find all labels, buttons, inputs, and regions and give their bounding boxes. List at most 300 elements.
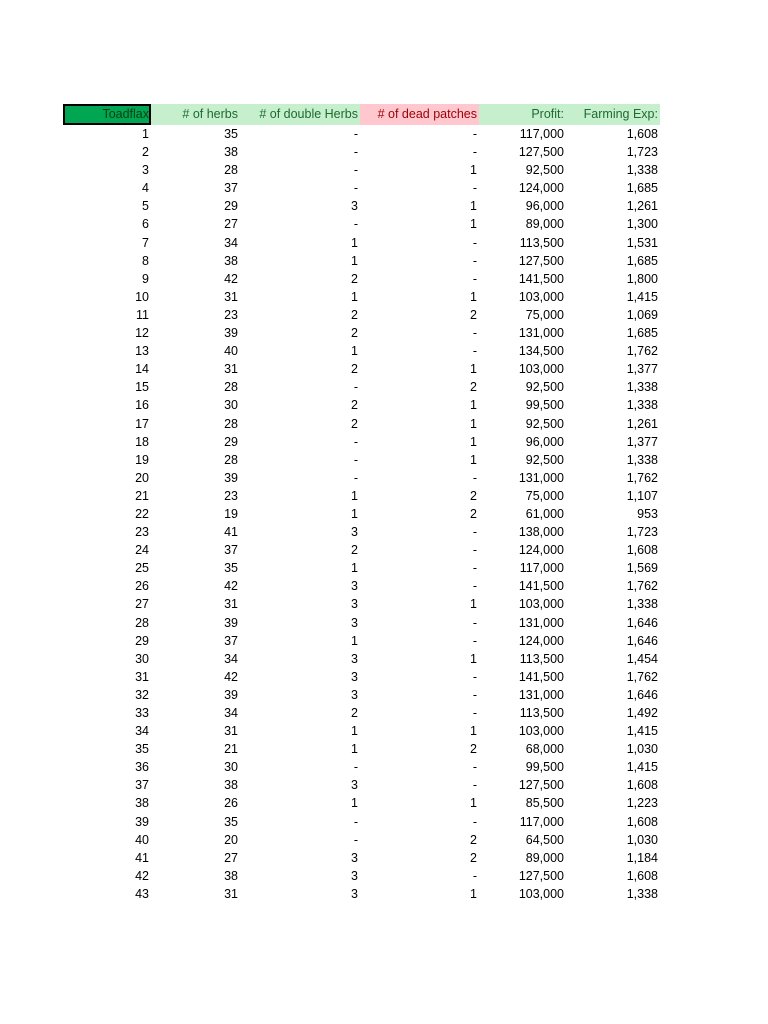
table-row (63, 396, 660, 414)
herbs-cell[interactable]: 38 (224, 868, 238, 883)
herbs-cell[interactable]: 40 (224, 344, 238, 359)
herbs-cell[interactable]: 37 (224, 543, 238, 558)
farming-exp-cell[interactable]: 1,415 (626, 289, 658, 304)
run-number-cell[interactable]: 41 (135, 850, 149, 865)
run-number-cell[interactable]: 7 (142, 235, 149, 250)
table-row (63, 234, 660, 252)
farming-exp-cell[interactable]: 1,223 (626, 796, 658, 811)
table-row (63, 415, 660, 433)
profit-cell[interactable]: 103,000 (518, 597, 564, 612)
profit-cell[interactable]: 103,000 (518, 289, 564, 304)
dead-patches-cell[interactable]: 1 (470, 724, 477, 739)
run-number-cell[interactable]: 28 (135, 615, 149, 630)
table-row (63, 270, 660, 288)
table-row (63, 668, 660, 686)
run-number-cell[interactable]: 4 (142, 181, 149, 196)
double-herbs-cell[interactable]: 1 (351, 796, 358, 811)
herbs-cell[interactable]: 35 (224, 561, 238, 576)
table-row (63, 559, 660, 577)
run-number-cell[interactable]: 5 (142, 199, 149, 214)
table-row (63, 704, 660, 722)
dead-patches-cell[interactable]: - (472, 814, 477, 829)
dead-patches-cell[interactable]: - (472, 181, 477, 196)
profit-cell[interactable]: 131,000 (518, 470, 564, 485)
profit-cell[interactable]: 127,500 (518, 868, 564, 883)
double-herbs-cell[interactable]: 1 (351, 633, 358, 648)
farming-exp-cell[interactable]: 1,107 (626, 488, 658, 503)
run-number-cell[interactable]: 31 (135, 669, 149, 684)
profit-cell[interactable]: 127,500 (518, 145, 564, 160)
dead-patches-cell[interactable]: - (472, 271, 477, 286)
herbs-cell[interactable]: 26 (224, 796, 238, 811)
dead-patches-cell[interactable]: - (472, 579, 477, 594)
herbs-cell[interactable]: 42 (224, 579, 238, 594)
profit-cell[interactable]: 89,000 (525, 850, 564, 865)
farming-exp-cell[interactable]: 1,569 (626, 561, 658, 576)
dead-patches-cell[interactable]: 1 (470, 199, 477, 214)
run-number-cell[interactable]: 37 (135, 778, 149, 793)
farming-exp-cell[interactable]: 1,069 (626, 307, 658, 322)
farming-exp-cell[interactable]: 1,531 (626, 235, 658, 250)
herbs-cell[interactable]: 37 (224, 633, 238, 648)
run-number-cell[interactable]: 32 (135, 687, 149, 702)
profit-cell[interactable]: 113,500 (519, 235, 564, 250)
run-number-cell[interactable]: 18 (135, 434, 149, 449)
farming-exp-cell[interactable]: 1,608 (626, 127, 658, 141)
farming-exp-cell[interactable]: 953 (637, 506, 658, 521)
table-row (63, 378, 660, 396)
table-row (63, 342, 660, 360)
double-herbs-cell[interactable]: - (353, 181, 358, 196)
farming-exp-cell[interactable]: 1,723 (626, 525, 658, 540)
herbs-cell[interactable]: 30 (224, 398, 238, 413)
herbs-cell[interactable]: 38 (224, 145, 238, 160)
profit-cell[interactable]: 103,000 (518, 886, 564, 901)
table-row (63, 252, 660, 270)
profit-cell[interactable]: 117,000 (519, 814, 564, 829)
double-herbs-cell[interactable]: - (353, 380, 358, 395)
profit-cell[interactable]: 103,000 (518, 362, 564, 377)
herbs-cell[interactable]: 39 (224, 470, 238, 485)
dead-patches-cell[interactable]: 1 (470, 289, 477, 304)
run-number-cell[interactable]: 36 (135, 760, 149, 775)
run-number-cell[interactable]: 3 (142, 163, 149, 178)
double-herbs-cell[interactable]: 3 (351, 778, 358, 793)
run-number-cell[interactable]: 33 (135, 706, 149, 720)
farming-exp-cell[interactable]: 1,030 (626, 832, 658, 847)
dead-patches-cell[interactable]: 1 (470, 163, 477, 178)
profit-cell[interactable]: 99,500 (525, 760, 564, 775)
run-number-cell[interactable]: 13 (135, 344, 149, 359)
herbs-cell[interactable]: 39 (224, 326, 238, 341)
double-herbs-cell[interactable]: 3 (351, 868, 358, 883)
farming-exp-cell[interactable]: 1,454 (626, 651, 658, 666)
farming-exp-cell[interactable]: 1,338 (626, 380, 658, 395)
farming-exp-cell[interactable]: 1,377 (626, 362, 658, 377)
dead-patches-cell[interactable]: 2 (470, 832, 477, 847)
farming-exp-cell[interactable]: 1,608 (626, 814, 658, 829)
table-row (63, 197, 660, 215)
table-row (63, 125, 660, 143)
profit-cell[interactable]: 124,000 (518, 181, 564, 196)
run-number-cell[interactable]: 10 (135, 289, 149, 304)
table-row (63, 469, 660, 487)
dead-patches-cell[interactable]: - (472, 868, 477, 883)
table-row (63, 577, 660, 595)
profit-cell[interactable]: 103,000 (518, 724, 564, 739)
farming-exp-cell[interactable]: 1,762 (626, 344, 658, 359)
herbs-cell[interactable]: 31 (224, 289, 238, 304)
table-row (63, 776, 660, 794)
farming-exp-cell[interactable]: 1,261 (626, 416, 658, 431)
profit-cell[interactable]: 127,500 (518, 253, 564, 268)
dead-patches-cell[interactable]: 1 (470, 416, 477, 431)
table-row (63, 650, 660, 668)
herbs-cell[interactable]: 39 (224, 615, 238, 630)
dead-patches-cell[interactable]: - (472, 145, 477, 160)
farming-exp-cell[interactable]: 1,685 (626, 253, 658, 268)
dead-patches-cell[interactable]: 1 (470, 452, 477, 467)
profit-cell[interactable]: 96,000 (525, 199, 564, 214)
double-herbs-cell[interactable]: 1 (351, 506, 358, 521)
table-body (63, 125, 660, 903)
dead-patches-cell[interactable]: 2 (470, 742, 477, 757)
profit-cell[interactable]: 64,500 (525, 832, 564, 847)
herbs-cell[interactable]: 34 (224, 706, 238, 720)
farming-exp-cell[interactable]: 1,300 (626, 217, 658, 232)
double-herbs-cell[interactable]: 3 (351, 886, 358, 901)
herbs-cell[interactable]: 38 (224, 253, 238, 268)
double-herbs-cell[interactable]: 2 (351, 543, 358, 558)
run-number-cell[interactable]: 15 (135, 380, 149, 395)
double-herbs-cell[interactable]: - (353, 127, 358, 141)
run-number-cell[interactable]: 19 (135, 452, 149, 467)
double-herbs-cell[interactable]: 2 (351, 307, 358, 322)
profit-cell[interactable]: 141,500 (518, 271, 564, 286)
dead-patches-cell[interactable]: 1 (470, 398, 477, 413)
dead-patches-cell[interactable]: - (472, 615, 477, 630)
herbs-cell[interactable]: 39 (224, 687, 238, 702)
table-row (63, 360, 660, 378)
herbs-cell[interactable]: 31 (224, 362, 238, 377)
herbs-cell[interactable]: 34 (224, 235, 238, 250)
double-herbs-cell[interactable]: 3 (351, 651, 358, 666)
run-number-cell[interactable]: 39 (135, 814, 149, 829)
table-row (63, 215, 660, 233)
farming-exp-cell[interactable]: 1,261 (626, 199, 658, 214)
dead-patches-cell[interactable]: 2 (470, 850, 477, 865)
dead-patches-cell[interactable]: - (472, 778, 477, 793)
run-number-cell[interactable]: 6 (142, 217, 149, 232)
run-number-cell[interactable]: 23 (135, 525, 149, 540)
table-row (63, 541, 660, 559)
farming-exp-cell[interactable]: 1,646 (626, 633, 658, 648)
dead-patches-cell[interactable]: 1 (470, 651, 477, 666)
farming-exp-cell[interactable]: 1,762 (626, 669, 658, 684)
farming-exp-cell[interactable]: 1,415 (626, 724, 658, 739)
profit-cell[interactable]: 124,000 (518, 633, 564, 648)
run-number-cell[interactable]: 21 (135, 488, 149, 503)
double-herbs-cell[interactable]: 3 (351, 199, 358, 214)
dead-patches-cell[interactable]: - (472, 470, 477, 485)
double-herbs-cell[interactable]: 3 (351, 687, 358, 702)
run-number-cell[interactable]: 12 (135, 326, 149, 341)
dead-patches-cell[interactable]: 1 (470, 434, 477, 449)
profit-cell[interactable]: 75,000 (525, 307, 564, 322)
run-number-cell[interactable]: 35 (135, 742, 149, 757)
profit-cell[interactable]: 92,500 (525, 416, 564, 431)
table-row (63, 614, 660, 632)
profit-cell[interactable]: 99,500 (525, 398, 564, 413)
table-row (63, 143, 660, 161)
double-herbs-cell[interactable]: 3 (351, 669, 358, 684)
farming-exp-cell[interactable]: 1,762 (626, 470, 658, 485)
dead-patches-cell[interactable]: - (472, 543, 477, 558)
herbs-cell[interactable]: 28 (224, 380, 238, 395)
dead-patches-cell[interactable]: - (472, 253, 477, 268)
profit-cell[interactable]: 141,500 (518, 579, 564, 594)
profit-cell[interactable]: 124,000 (518, 543, 564, 558)
double-herbs-cell[interactable]: 1 (351, 235, 358, 250)
herbs-cell[interactable]: 41 (224, 525, 238, 540)
profit-cell[interactable]: 131,000 (518, 615, 564, 630)
herbs-cell[interactable]: 20 (224, 832, 238, 847)
farming-exp-cell[interactable]: 1,338 (626, 398, 658, 413)
herbs-cell[interactable]: 30 (224, 760, 238, 775)
table-row (63, 595, 660, 613)
run-number-cell[interactable]: 14 (135, 362, 149, 377)
farming-exp-cell[interactable]: 1,338 (626, 886, 658, 901)
double-herbs-cell[interactable]: 1 (351, 289, 358, 304)
dead-patches-cell[interactable]: 2 (470, 380, 477, 395)
herbs-cell[interactable]: 34 (224, 651, 238, 666)
header-toadflax[interactable]: Toadflax (63, 104, 151, 125)
table-row (63, 831, 660, 849)
run-number-cell[interactable]: 42 (135, 868, 149, 883)
farming-exp-cell[interactable]: 1,723 (626, 145, 658, 160)
herbs-cell[interactable]: 31 (224, 724, 238, 739)
farming-exp-cell[interactable]: 1,338 (626, 597, 658, 612)
herbs-cell[interactable]: 31 (224, 886, 238, 901)
table-row (63, 433, 660, 451)
herbs-cell[interactable]: 28 (224, 452, 238, 467)
double-herbs-cell[interactable]: - (353, 760, 358, 775)
farming-exp-cell[interactable]: 1,415 (626, 760, 658, 775)
run-number-cell[interactable]: 43 (135, 886, 149, 901)
dead-patches-cell[interactable]: - (472, 127, 477, 141)
farming-exp-cell[interactable]: 1,685 (626, 326, 658, 341)
dead-patches-cell[interactable]: - (472, 760, 477, 775)
dead-patches-cell[interactable]: - (472, 344, 477, 359)
dead-patches-cell[interactable]: 2 (470, 506, 477, 521)
herb-run-table (63, 104, 660, 903)
dead-patches-cell[interactable]: 2 (470, 307, 477, 322)
farming-exp-cell[interactable]: 1,608 (626, 778, 658, 793)
dead-patches-cell[interactable]: 2 (470, 488, 477, 503)
herbs-cell[interactable]: 28 (224, 416, 238, 431)
table-row (63, 632, 660, 650)
profit-cell[interactable]: 113,500 (519, 706, 564, 720)
double-herbs-cell[interactable]: - (353, 434, 358, 449)
profit-cell[interactable]: 134,500 (518, 344, 564, 359)
table-row (63, 686, 660, 704)
table-row (63, 306, 660, 324)
farming-exp-cell[interactable]: 1,800 (626, 271, 658, 286)
dead-patches-cell[interactable]: 1 (470, 886, 477, 901)
double-herbs-cell[interactable]: 1 (351, 344, 358, 359)
run-number-cell[interactable]: 22 (135, 506, 149, 521)
double-herbs-cell[interactable]: 1 (351, 253, 358, 268)
farming-exp-cell[interactable]: 1,762 (626, 579, 658, 594)
herbs-cell[interactable]: 38 (224, 778, 238, 793)
double-herbs-cell[interactable]: 1 (351, 561, 358, 576)
dead-patches-cell[interactable]: - (472, 525, 477, 540)
double-herbs-cell[interactable]: 2 (351, 398, 358, 413)
herbs-cell[interactable]: 37 (224, 181, 238, 196)
profit-cell[interactable]: 117,000 (519, 127, 564, 141)
run-number-cell[interactable]: 29 (135, 633, 149, 648)
profit-cell[interactable]: 141,500 (518, 669, 564, 684)
run-number-cell[interactable]: 40 (135, 832, 149, 847)
run-number-cell[interactable]: 34 (135, 724, 149, 739)
table-row (63, 179, 660, 197)
run-number-cell[interactable]: 1 (142, 127, 149, 141)
run-number-cell[interactable]: 8 (142, 253, 149, 268)
double-herbs-cell[interactable]: - (353, 163, 358, 178)
profit-cell[interactable]: 68,000 (525, 742, 564, 757)
dead-patches-cell[interactable]: - (472, 706, 477, 720)
run-number-cell[interactable]: 11 (136, 307, 149, 322)
profit-cell[interactable]: 92,500 (525, 380, 564, 395)
farming-exp-cell[interactable]: 1,184 (626, 850, 658, 865)
profit-cell[interactable]: 113,500 (519, 651, 564, 666)
herbs-cell[interactable]: 21 (224, 742, 238, 757)
herbs-cell[interactable]: 23 (224, 488, 238, 503)
run-number-cell[interactable]: 16 (135, 398, 149, 413)
double-herbs-cell[interactable]: 3 (351, 525, 358, 540)
run-number-cell[interactable]: 27 (135, 597, 149, 612)
herbs-cell[interactable]: 19 (224, 506, 238, 521)
double-herbs-cell[interactable]: 2 (351, 271, 358, 286)
farming-exp-cell[interactable]: 1,685 (626, 181, 658, 196)
farming-exp-cell[interactable]: 1,338 (626, 163, 658, 178)
farming-exp-cell[interactable]: 1,646 (626, 687, 658, 702)
herbs-cell[interactable]: 29 (224, 434, 238, 449)
table-row (63, 867, 660, 885)
table-row (63, 849, 660, 867)
herbs-cell[interactable]: 31 (224, 597, 238, 612)
profit-cell[interactable]: 117,000 (519, 561, 564, 576)
herbs-cell[interactable]: 35 (224, 127, 238, 141)
double-herbs-cell[interactable]: 3 (351, 615, 358, 630)
profit-cell[interactable]: 75,000 (525, 488, 564, 503)
double-herbs-cell[interactable]: 2 (351, 326, 358, 341)
header-dead-patches[interactable]: # of dead patches (360, 104, 479, 125)
herbs-cell[interactable]: 23 (224, 307, 238, 322)
dead-patches-cell[interactable]: 1 (470, 597, 477, 612)
dead-patches-cell[interactable]: - (472, 561, 477, 576)
profit-cell[interactable]: 61,000 (525, 506, 564, 521)
farming-exp-cell[interactable]: 1,608 (626, 543, 658, 558)
header-double-herbs[interactable]: # of double Herbs (240, 104, 360, 125)
dead-patches-cell[interactable]: 1 (470, 362, 477, 377)
double-herbs-cell[interactable]: - (353, 470, 358, 485)
table-row (63, 885, 660, 903)
run-number-cell[interactable]: 24 (135, 543, 149, 558)
dead-patches-cell[interactable]: - (472, 687, 477, 702)
herbs-cell[interactable]: 29 (224, 199, 238, 214)
herbs-cell[interactable]: 42 (224, 669, 238, 684)
double-herbs-cell[interactable]: 1 (351, 488, 358, 503)
dead-patches-cell[interactable]: - (472, 633, 477, 648)
run-number-cell[interactable]: 30 (135, 651, 149, 666)
double-herbs-cell[interactable]: 2 (351, 706, 358, 720)
double-herbs-cell[interactable]: - (353, 145, 358, 160)
profit-cell[interactable]: 92,500 (525, 163, 564, 178)
run-number-cell[interactable]: 17 (135, 416, 149, 431)
double-herbs-cell[interactable]: 2 (351, 416, 358, 431)
header-profit[interactable]: Profit: (479, 104, 566, 125)
profit-cell[interactable]: 131,000 (518, 326, 564, 341)
herbs-cell[interactable]: 27 (224, 850, 238, 865)
farming-exp-cell[interactable]: 1,338 (626, 452, 658, 467)
double-herbs-cell[interactable]: 1 (351, 724, 358, 739)
dead-patches-cell[interactable]: 1 (470, 217, 477, 232)
run-number-cell[interactable]: 20 (135, 470, 149, 485)
herbs-cell[interactable]: 35 (224, 814, 238, 829)
profit-cell[interactable]: 96,000 (525, 434, 564, 449)
profit-cell[interactable]: 138,000 (518, 525, 564, 540)
farming-exp-cell[interactable]: 1,646 (626, 615, 658, 630)
run-number-cell[interactable]: 2 (142, 145, 149, 160)
herbs-cell[interactable]: 28 (224, 163, 238, 178)
farming-exp-cell[interactable]: 1,377 (626, 434, 658, 449)
header-farming-exp[interactable]: Farming Exp: (566, 104, 660, 125)
double-herbs-cell[interactable]: 3 (351, 597, 358, 612)
dead-patches-cell[interactable]: - (472, 235, 477, 250)
dead-patches-cell[interactable]: 1 (470, 796, 477, 811)
profit-cell[interactable]: 85,500 (525, 796, 564, 811)
herbs-cell[interactable]: 27 (224, 217, 238, 232)
double-herbs-cell[interactable]: 1 (351, 742, 358, 757)
run-number-cell[interactable]: 26 (135, 579, 149, 594)
herbs-cell[interactable]: 42 (224, 271, 238, 286)
run-number-cell[interactable]: 9 (142, 271, 149, 286)
farming-exp-cell[interactable]: 1,030 (626, 742, 658, 757)
double-herbs-cell[interactable]: 3 (351, 579, 358, 594)
table-row (63, 487, 660, 505)
dead-patches-cell[interactable]: - (472, 669, 477, 684)
dead-patches-cell[interactable]: - (472, 326, 477, 341)
double-herbs-cell[interactable]: - (353, 832, 358, 847)
profit-cell[interactable]: 127,500 (518, 778, 564, 793)
profit-cell[interactable]: 131,000 (518, 687, 564, 702)
double-herbs-cell[interactable]: 2 (351, 362, 358, 377)
farming-exp-cell[interactable]: 1,492 (626, 706, 658, 720)
run-number-cell[interactable]: 25 (135, 561, 149, 576)
double-herbs-cell[interactable]: - (353, 814, 358, 829)
table-row (63, 505, 660, 523)
profit-cell[interactable]: 92,500 (525, 452, 564, 467)
double-herbs-cell[interactable]: - (353, 217, 358, 232)
profit-cell[interactable]: 89,000 (525, 217, 564, 232)
farming-exp-cell[interactable]: 1,608 (626, 868, 658, 883)
double-herbs-cell[interactable]: 3 (351, 850, 358, 865)
double-herbs-cell[interactable]: - (353, 452, 358, 467)
table-row (63, 740, 660, 758)
header-herbs[interactable]: # of herbs (151, 104, 240, 125)
run-number-cell[interactable]: 38 (135, 796, 149, 811)
